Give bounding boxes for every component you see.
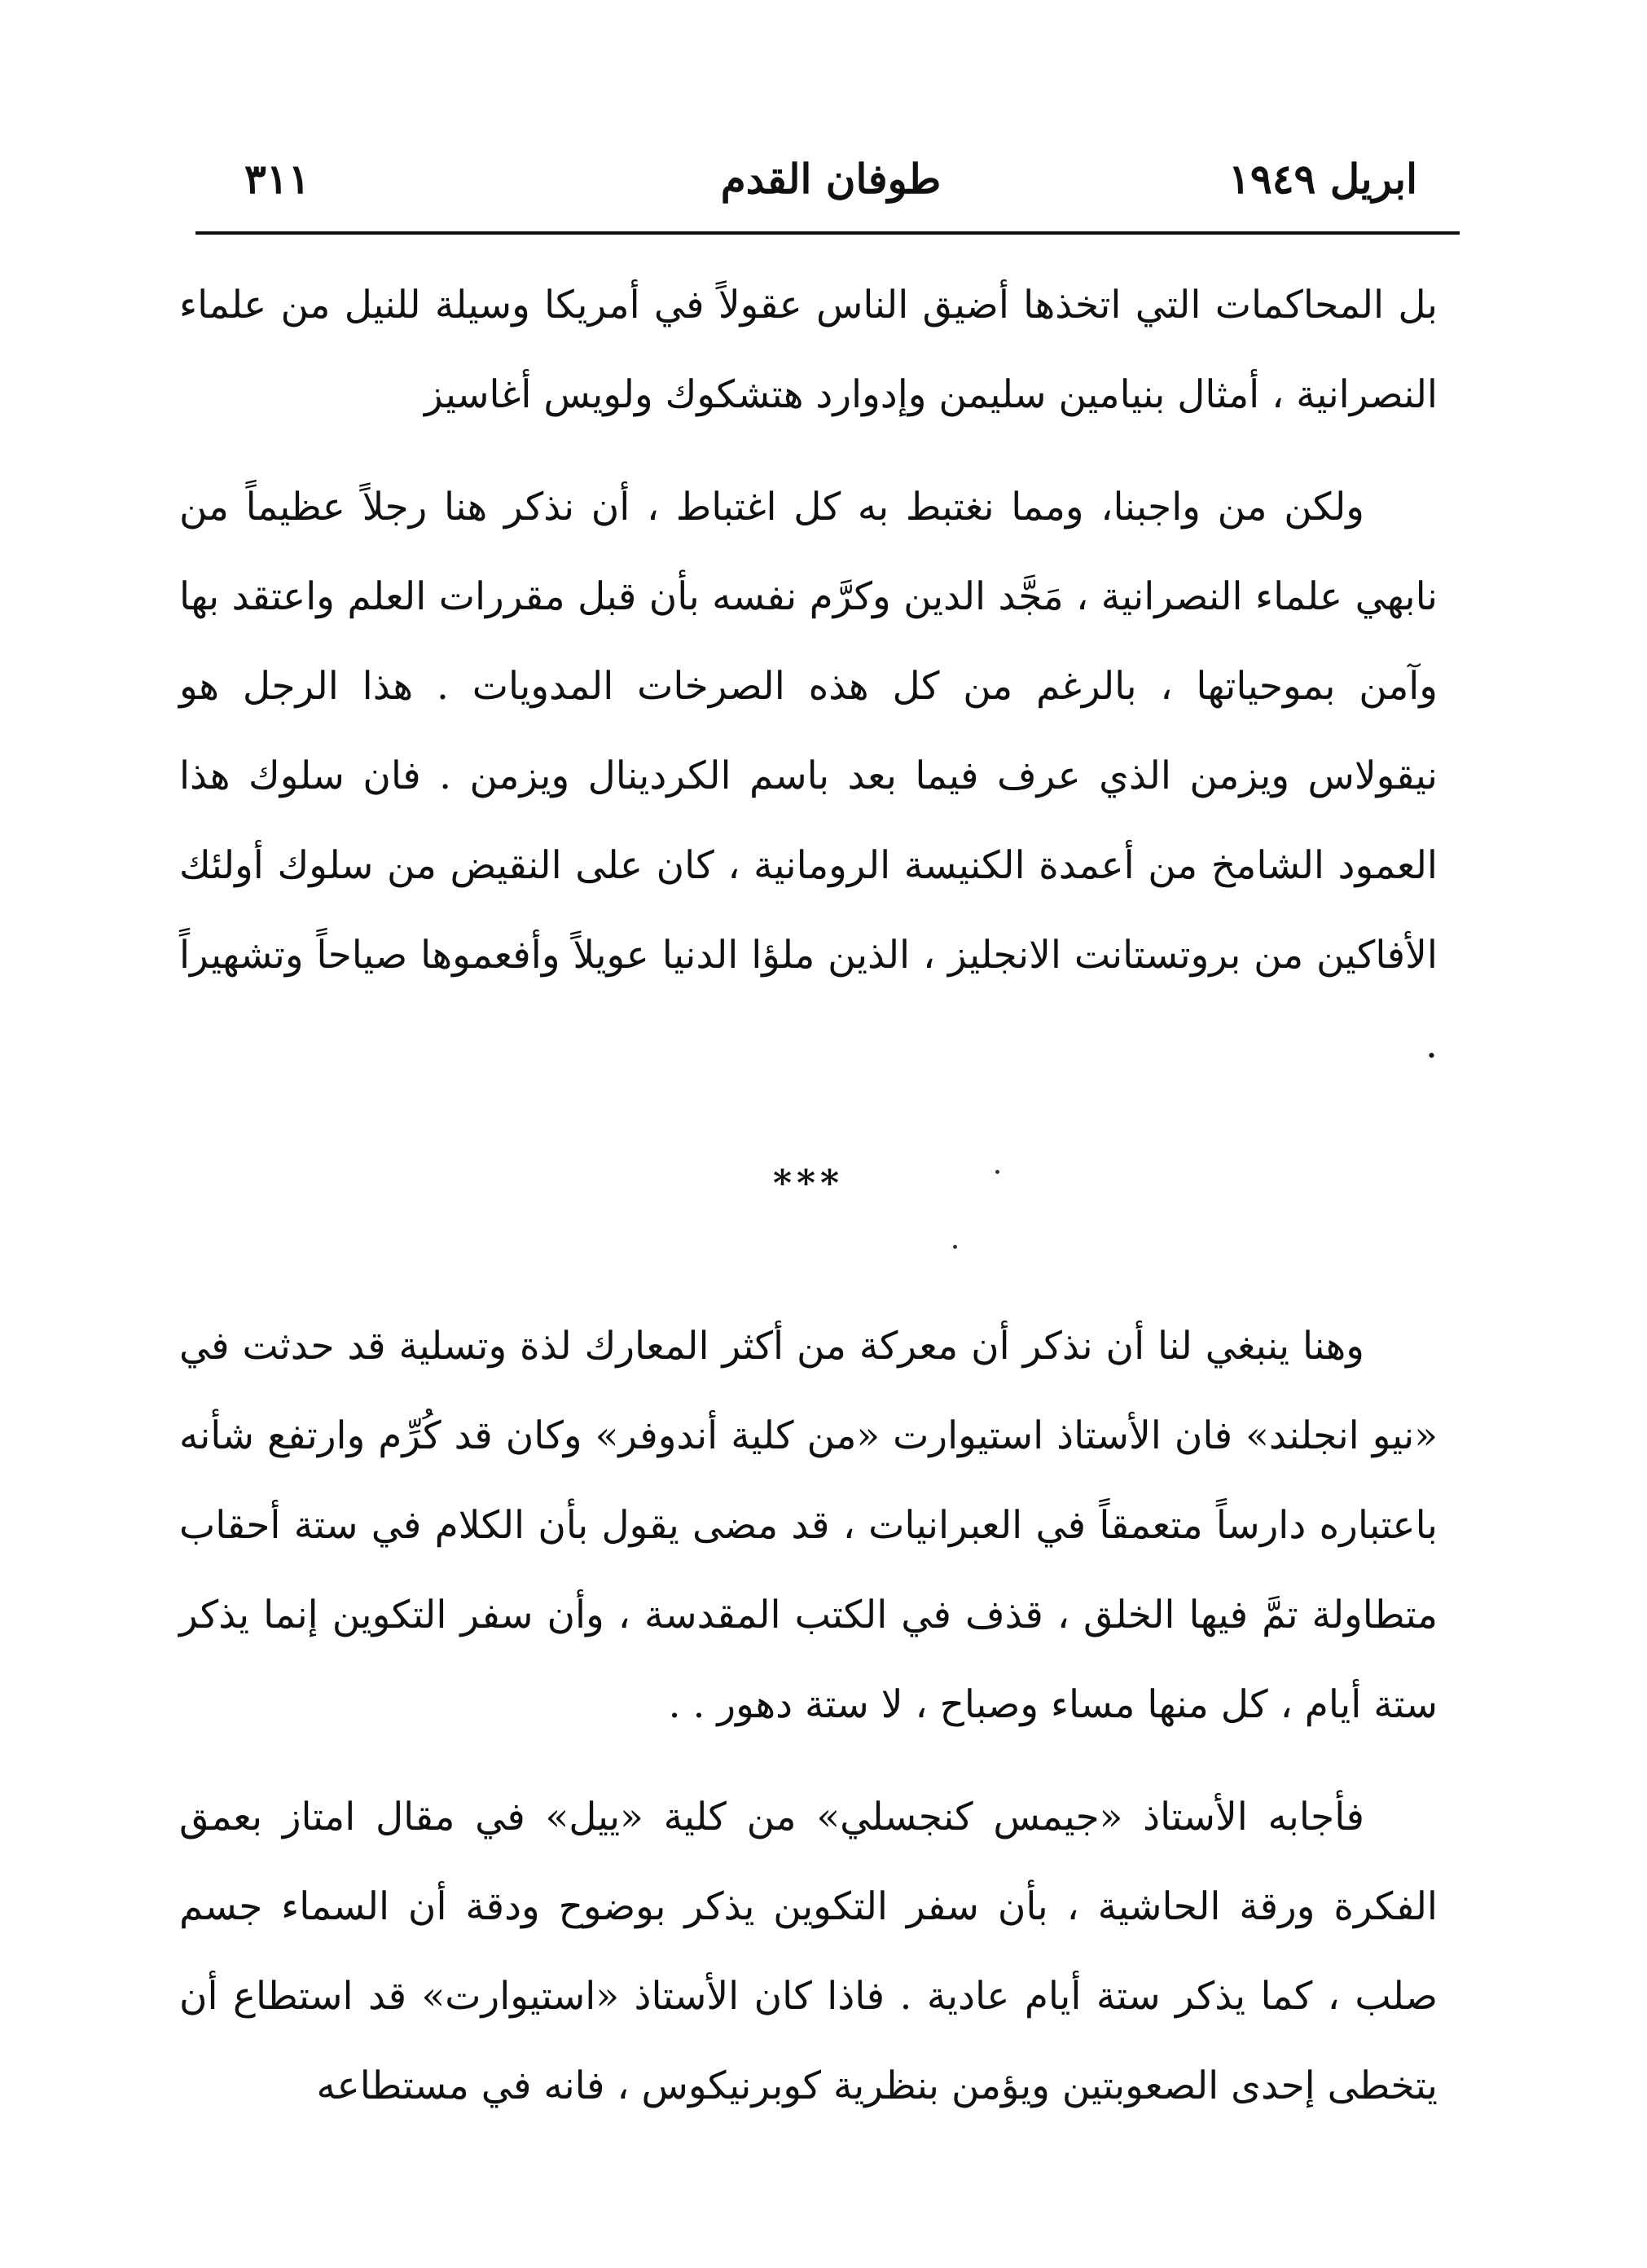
paragraph-3: وهنا ينبغي لنا أن نذكر أن معركة من أكثر المعارك لذة وتسلية قد حدثت في «نيو انجلند» فان الأستاذ استيوارت «من كلية أندوفر» وكان قد كُرِّم وارتفع شأنه باعتباره دارساً متعمقاً في العبرانيات ، قد مضى يقول بأن الكلام في ستة أحقاب متطاولة تمَّ فيها الخلق ، قذف في الكتب المقدسة ، وأن سفر التكوين إنما يذكر ستة أيام ، كل منها مساء وصباح ، لا ستة دهور . . xyxy=(179,1324,1438,1727)
paragraph-1: بل المحاكمات التي اتخذها أضيق الناس عقولاً في أمريكا وسيلة للنيل من علماء النصرانية ، أمثال بنيامين سليمن وإدوارد هتشكوك ولويس أغاسيز xyxy=(179,283,1438,417)
section-separator: *** xyxy=(772,1163,845,1204)
paragraph-4: فأجابه الأستاذ «جيمس كنجسلي» من كلية «ييل» في مقال امتاز بعمق الفكرة ورقة الحاشية ، بأن سفر التكوين يذكر بوضوح ودقة أن السماء جسم صلب ، كما يذكر ستة أيام عادية . فاذا كان الأستاذ «استيوارت» قد استطاع أن يتخطى إحدى الصعوبتين ويؤمن بنظرية كوبرنيكوس ، فانه في مستطاعه xyxy=(179,1795,1438,2108)
scan-speck xyxy=(995,1170,999,1174)
body-text xyxy=(179,261,1438,2154)
page-number: ٣١١ xyxy=(244,155,310,203)
header-rule xyxy=(195,231,1460,235)
paragraph-2: ولكن من واجبنا، ومما نغتبط به كل اغتباط ، أن نذكر هنا رجلاً عظيماً من نابهي علماء النصرانية ، مَجَّد الدين وكرَّم نفسه بأن قبل مقررات العلم واعتقد بها وآمن بموحياتها ، بالرغم من كل هذه الصرخات المدويات . هذا الرجل هو نيقولاس ويزمن الذي عرف فيما بعد باسم الكردينال ويزمن . فان سلوك هذا العمود الشامخ من أعمدة الكنيسة الرومانية ، كان على النقيض من سلوك أولئك الأفاكين من بروتستانت الانجليز ، الذين ملؤا الدنيا عويلاً وأفعموها صياحاً وتشهيراً . xyxy=(179,485,1438,1067)
header-title: طوفان القدم xyxy=(720,155,942,203)
scan-speck xyxy=(953,1245,957,1249)
running-header xyxy=(244,138,1417,220)
header-date: ابريل ١٩٤٩ xyxy=(1228,155,1417,203)
